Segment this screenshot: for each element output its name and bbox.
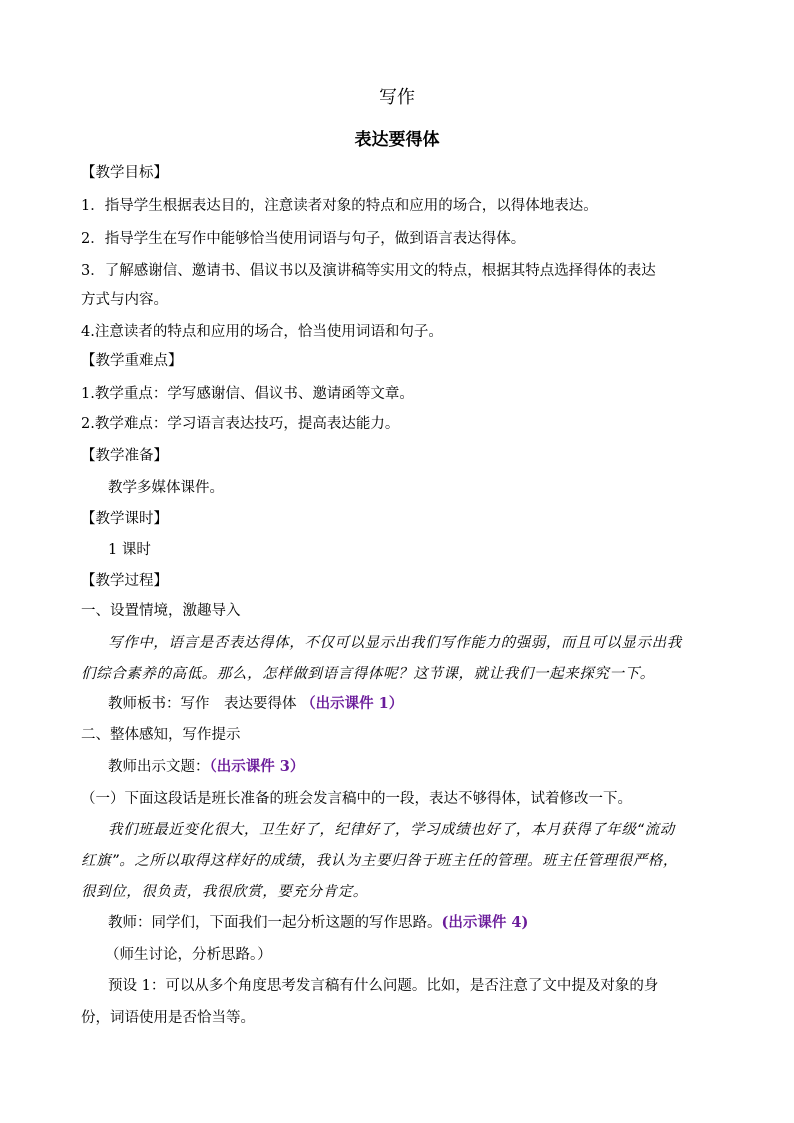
key-point-1: 1.教学重点：学写感谢信、倡议书、邀请函等文章。 (81, 386, 414, 402)
section-heading-key-points: 【教学重难点】 (81, 353, 183, 369)
objective-3-line-2: 方式与内容。 (81, 292, 168, 308)
board-text: 教师板书：写作 表达要得体 (108, 696, 297, 712)
sample-paragraph-line-2: 红旗”。之所以取得这样好的成绩，我认为主要归咎于班主任的管理。班主任管理很严格， (81, 853, 679, 869)
show-text: 教师出示文题： (108, 759, 210, 775)
show-line (108, 757, 304, 777)
courseware-note-4: (出示课件 4) (441, 914, 529, 931)
section-heading-process: 【教学过程】 (81, 573, 168, 589)
board-line (108, 694, 403, 714)
preparation-text: 教学多媒体课件。 (108, 480, 224, 496)
intro-paragraph-line-1: 写作中，语言是否表达得体，不仅可以显示出我们写作能力的强弱，而且可以显示出我 (108, 635, 682, 651)
preset-1-line-1: 预设 1：可以从多个角度思考发言稿有什么问题。比如，是否注意了文中提及对象的身 (108, 978, 659, 994)
objective-4: 4.注意读者的特点和应用的场合，恰当使用词语和句子。 (81, 324, 443, 340)
objective-3-line-1: 3．了解感谢信、邀请书、倡议书以及演讲稿等实用文的特点，根据其特点选择得体的表达 (81, 263, 656, 279)
step-1-heading: 一、设置情境，激趣导入 (81, 603, 241, 619)
step-2-heading: 二、整体感知，写作提示 (81, 727, 241, 743)
courseware-note-3: （出示课件 3） (209, 758, 305, 775)
hours-text: 1 课时 (108, 542, 151, 558)
key-point-2: 2.教学难点：学习语言表达技巧，提高表达能力。 (81, 416, 400, 432)
intro-paragraph-line-2: 们综合素养的高低。那么，怎样做到语言得体呢？这节课，就让我们一起来探究一下。 (81, 666, 655, 682)
sample-paragraph-line-1: 我们班最近变化很大，卫生好了，纪律好了，学习成绩也好了，本月获得了年级“流动 (108, 822, 675, 838)
question-1: （一）下面这段话是班长准备的班会发言稿中的一段，表达不够得体，试着修改一下。 (81, 791, 632, 807)
page-title: 写作 (379, 87, 415, 108)
preset-1-line-2: 份，词语使用是否恰当等。 (81, 1010, 255, 1026)
courseware-note-1: （出示课件 1） (301, 695, 404, 712)
section-heading-preparation: 【教学准备】 (81, 448, 168, 464)
objective-2: 2．指导学生在写作中能够恰当使用词语与句子，做到语言表达得体。 (81, 231, 526, 247)
sample-paragraph-line-3: 很到位，很负责，我很欣赏，要充分肯定。 (81, 884, 368, 900)
section-heading-objectives: 【教学目标】 (81, 165, 168, 181)
section-heading-hours: 【教学课时】 (81, 511, 168, 527)
teacher-line (108, 913, 528, 933)
page-subtitle: 表达要得体 (354, 130, 440, 150)
teacher-text: 教师：同学们，下面我们一起分析这题的写作思路。 (108, 915, 442, 931)
objective-1: 1．指导学生根据表达目的，注意读者对象的特点和应用的场合，以得体地表达。 (81, 198, 598, 214)
discussion-note: （师生讨论，分析思路。） (105, 947, 272, 963)
